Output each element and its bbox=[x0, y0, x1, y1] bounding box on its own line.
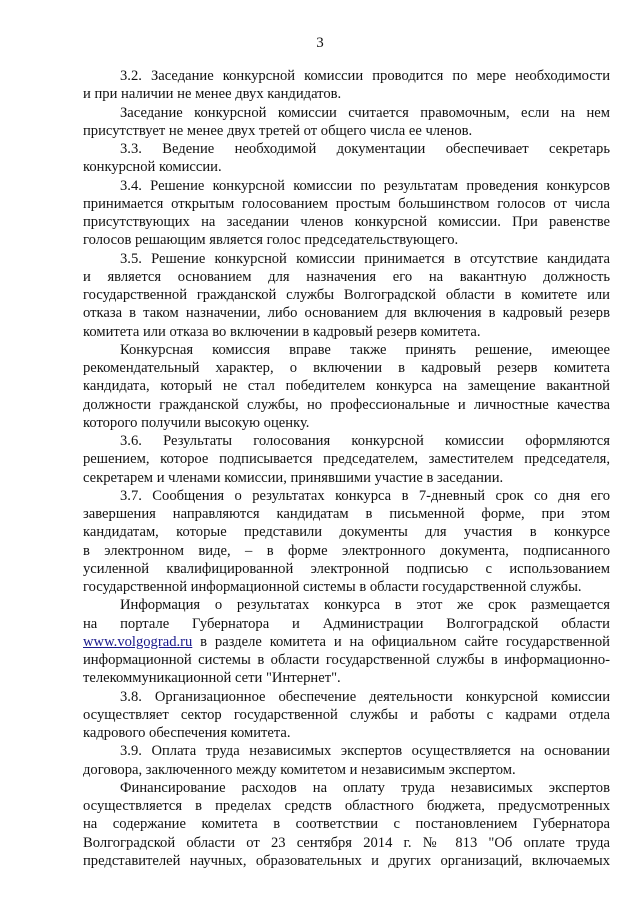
text-line: завершения направляются кандидатам в письменной форме, при этом bbox=[83, 506, 610, 522]
text-line: кандидатам, которые представили документы для участия в конкурсе bbox=[83, 524, 610, 541]
text-line: осуществляет сектор государственной службы и работы с кадрами отдела bbox=[83, 706, 610, 723]
text-line: 3.7. Сообщения о результатах конкурса в 7-дневный срок со дня его bbox=[120, 487, 610, 504]
paragraph-p-3-8 bbox=[83, 688, 610, 743]
paragraph-p-3-5-b bbox=[83, 341, 610, 432]
text-line: договора, заключенного между комитетом и независимым экспертом. bbox=[83, 761, 516, 778]
text-line: Заседание конкурсной комиссии считается правомочным, если на нем bbox=[120, 104, 610, 121]
paragraph-p-3-7-b bbox=[83, 596, 610, 687]
paragraph-p-3-9-b bbox=[83, 779, 610, 870]
text-line: Финансирование расходов на оплату труда независимых экспертов bbox=[120, 779, 610, 796]
text-line: Волгоградской области от 23 сентября 2014 г. № 813 "Об оплате труда bbox=[83, 834, 610, 851]
paragraph-p-3-7-a bbox=[83, 487, 610, 597]
text-line: 3.2. Заседание конкурсной комиссии проводится по мере необходимости bbox=[120, 68, 610, 84]
text-line: 3.4. Решение конкурсной комиссии по результатам проведения конкурсов bbox=[120, 177, 610, 194]
text-line: на содержание комитета в соответствии с постановлением Губернатора bbox=[83, 816, 610, 833]
paragraph-p-3-2-a bbox=[83, 67, 610, 104]
text-line: в электронном виде, – в форме электронного документа, подписанного bbox=[83, 542, 610, 559]
text-line: конкурсной комиссии. bbox=[83, 159, 222, 176]
text-line: рекомендательный характер, о включении в кадровый резерв комитета bbox=[83, 360, 610, 376]
text-line: секретарем и членами комиссии, принявшими участие в заседании. bbox=[83, 469, 504, 486]
paragraph-p-3-3 bbox=[83, 140, 610, 177]
text-line: присутствующих на заседании членов конкурсной комиссии. При равенстве bbox=[83, 214, 610, 230]
paragraph-p-3-6 bbox=[83, 432, 610, 487]
text-line: усиленной квалифицированной электронной подписью с использованием bbox=[83, 560, 610, 577]
text-line: должности гражданской службы, но профессиональные и личностные качества bbox=[83, 396, 610, 413]
text-line: которого получили высокую оценку. bbox=[83, 414, 310, 431]
paragraph-p-3-2-b bbox=[83, 104, 610, 141]
text-line: 3.8. Организационное обеспечение деятельности конкурсной комиссии bbox=[120, 688, 610, 705]
paragraph-p-3-5-a bbox=[83, 250, 610, 341]
text-line: 3.3. Ведение необходимой документации обеспечивает секретарь bbox=[120, 141, 610, 157]
text-line: представителей научных, образовательных и других организаций, включаемых bbox=[83, 852, 610, 869]
text-line: и при наличии не менее двух кандидатов. bbox=[83, 86, 342, 103]
text-line: www.volgograd.ru в разделе комитета и на официальном сайте государственной bbox=[83, 633, 610, 650]
text-line: информационной системы в области государственной службы в информационно- bbox=[83, 652, 610, 668]
text-line: государственной информационной системы в области государственной службы. bbox=[83, 579, 582, 595]
text-line: и является основанием для назначения его на вакантную должность bbox=[83, 268, 610, 285]
text-line: телекоммуникационной сети "Интернет". bbox=[83, 670, 341, 687]
text-line: 3.5. Решение конкурсной комиссии принимается в отсутствие кандидата bbox=[120, 250, 610, 267]
text-line: присутствует не менее двух третей от общего числа ее членов. bbox=[83, 122, 473, 139]
text-line: кандидата, который не стал победителем конкурса на замещение вакантной bbox=[83, 378, 610, 395]
website-link[interactable]: www.volgograd.ru bbox=[83, 633, 193, 650]
text-line: принимается открытым голосованием простым большинством голосов от числа bbox=[83, 195, 610, 212]
text-line: комитета или отказа во включении в кадровый резерв комитета. bbox=[83, 323, 481, 340]
text-line: решением, которое подписывается председателем, заместителем председателя, bbox=[83, 451, 610, 468]
paragraph-p-3-4 bbox=[83, 177, 610, 250]
text-line: кадрового обеспечения комитета. bbox=[83, 725, 291, 741]
page-number: 3 bbox=[316, 35, 324, 51]
text-line: Конкурсная комиссия вправе также принять решение, имеющее bbox=[120, 341, 610, 358]
text-line: осуществляется в пределах средств областного бюджета, предусмотренных bbox=[83, 798, 610, 814]
paragraph-p-3-9-a bbox=[83, 742, 610, 779]
text-line: 3.6. Результаты голосования конкурсной комиссии оформляются bbox=[120, 433, 610, 449]
text-line: Информация о результатах конкурса в этот же срок размещается bbox=[120, 597, 610, 614]
document-body bbox=[83, 67, 610, 870]
text-line: отказа в таком назначении, либо основанием для включения в кадровый резерв bbox=[83, 305, 610, 322]
text-line: государственной гражданской службы Волгоградской области в комитете или bbox=[83, 287, 610, 303]
text-line: на портале Губернатора и Администрации Волгоградской области bbox=[83, 615, 610, 632]
text-line: голосов решающим является голос председательствующего. bbox=[83, 232, 459, 249]
text-line: 3.9. Оплата труда независимых экспертов осуществляется на основании bbox=[120, 743, 610, 760]
